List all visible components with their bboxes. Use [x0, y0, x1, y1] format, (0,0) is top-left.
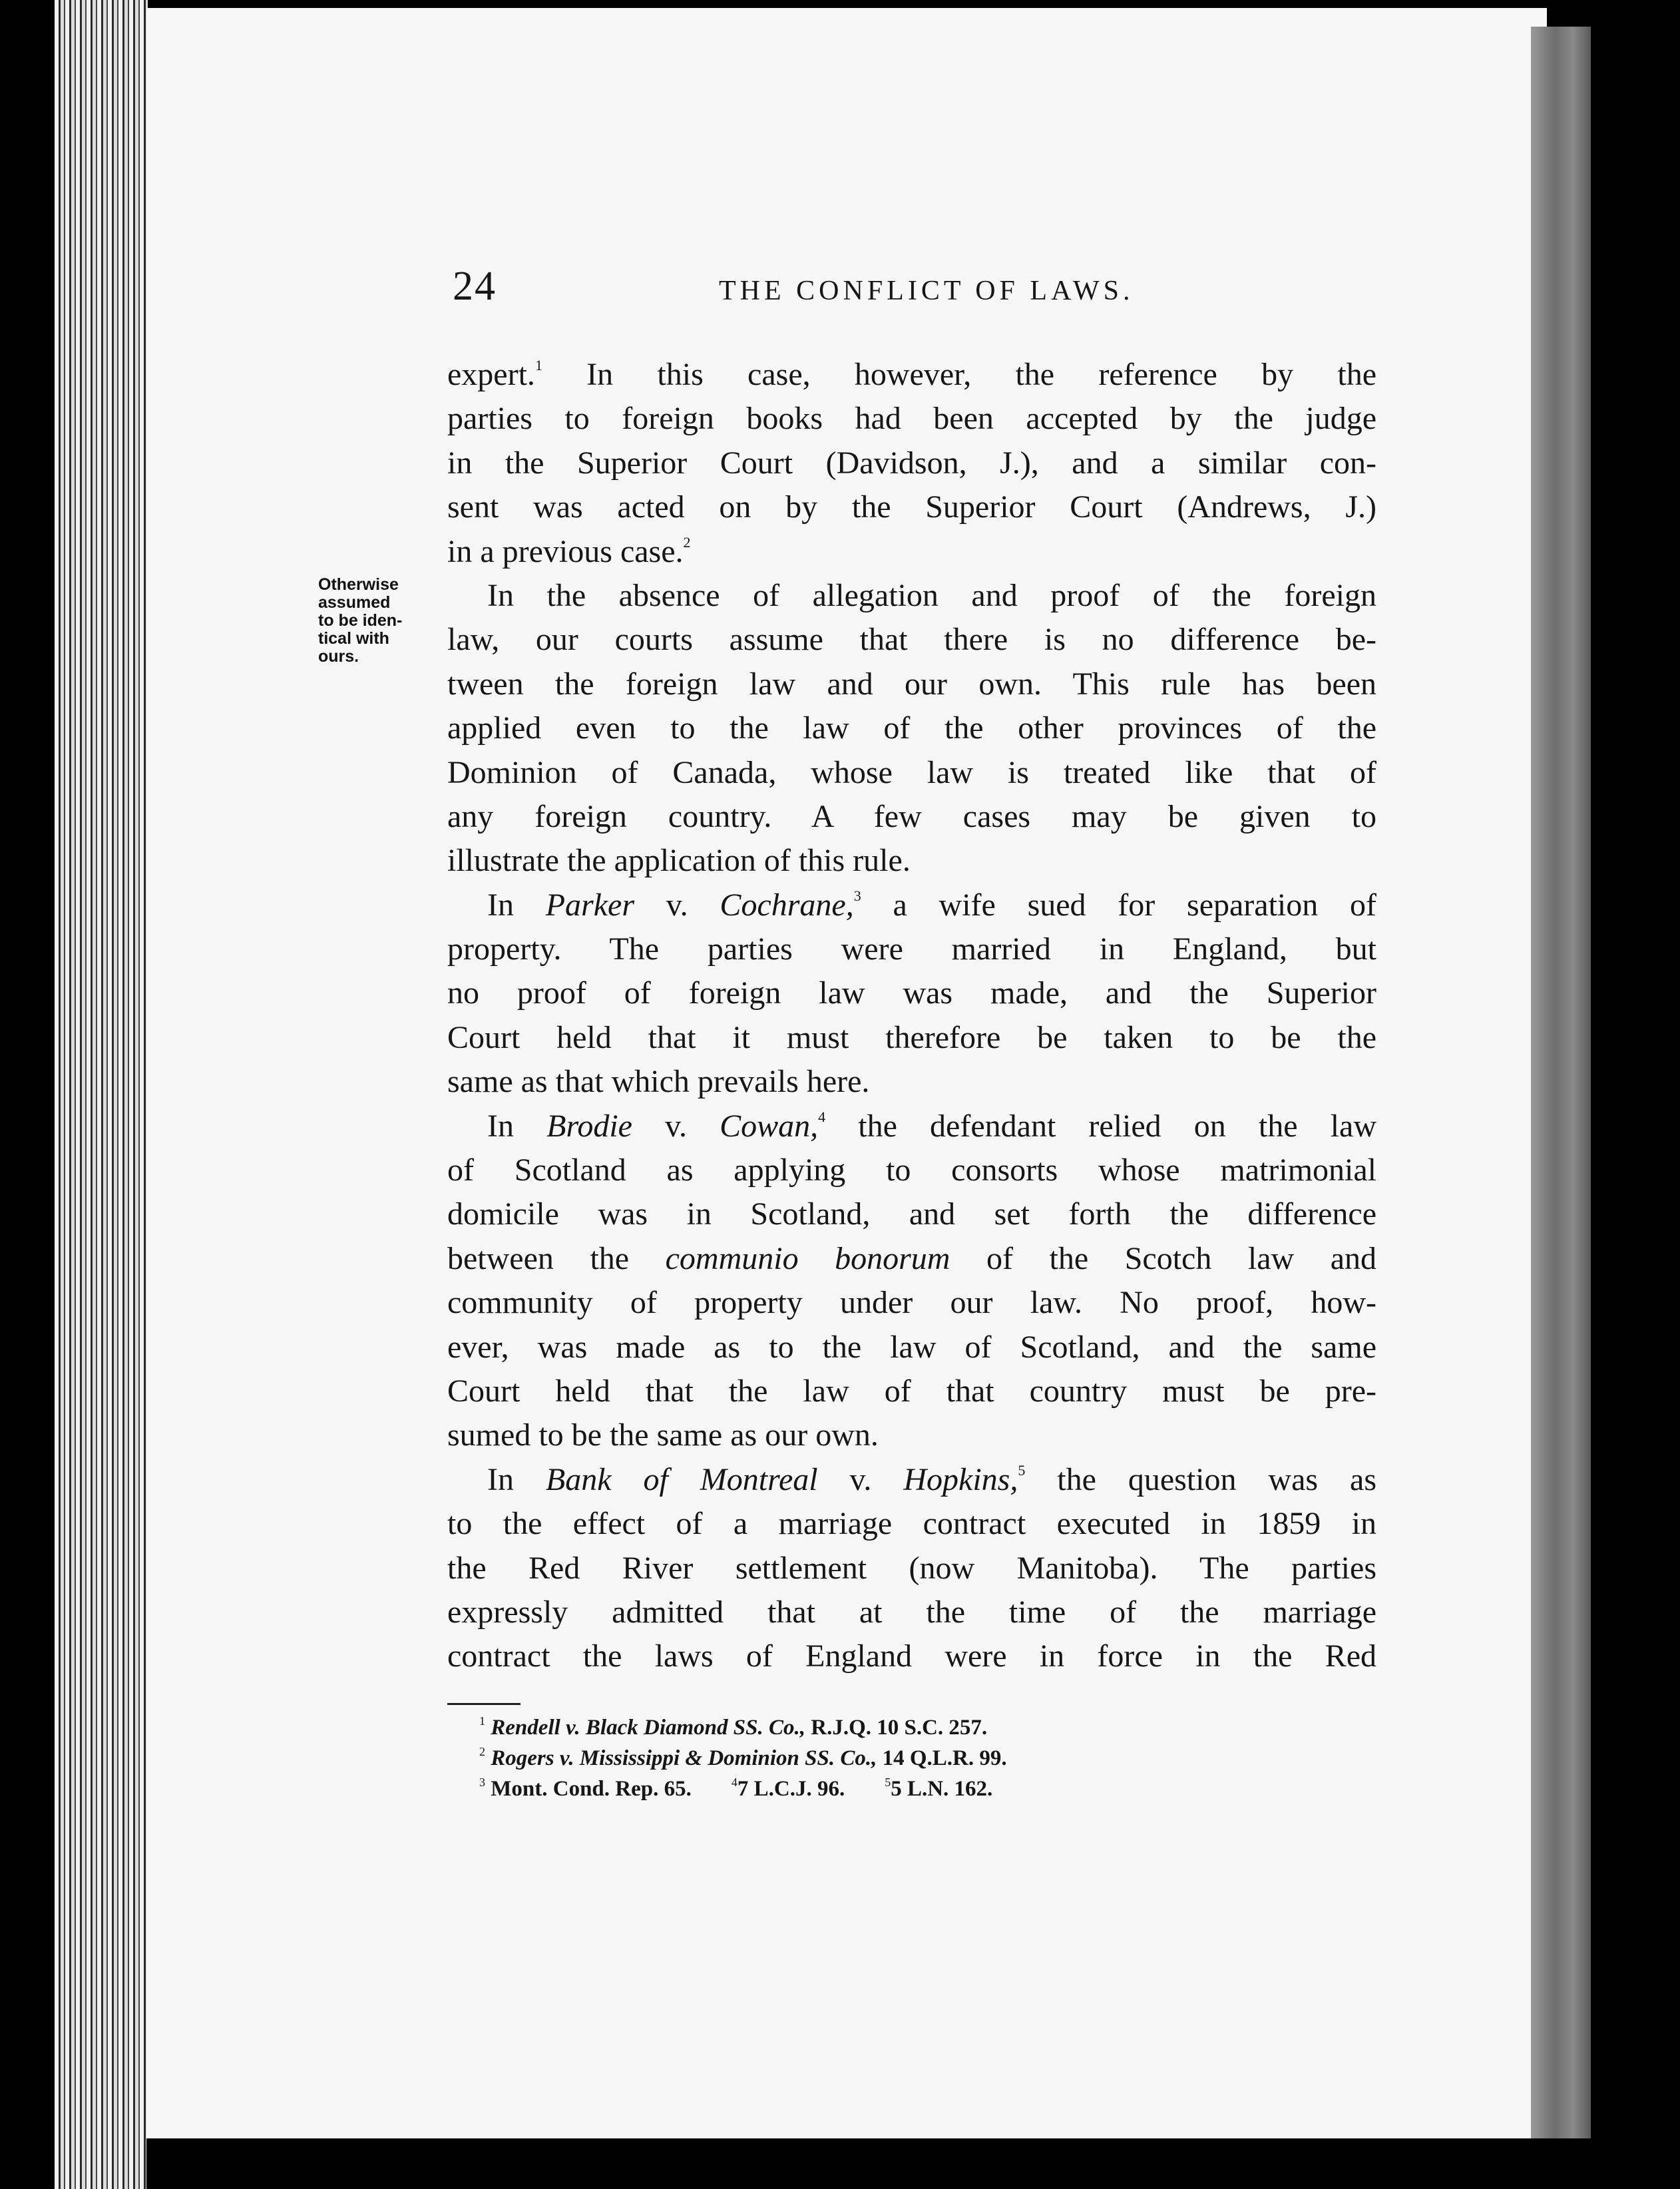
scan-border-bottom: [146, 2138, 1591, 2189]
case-name: Rendell v. Black Diamond SS. Co.,: [491, 1716, 805, 1740]
footnotes: [479, 1712, 1265, 1804]
case-name: Hopkins,: [903, 1461, 1018, 1497]
margin-note-line: assumed: [318, 593, 391, 612]
text-line: In Brodie v. Cowan,$^4$ the defendant relied on the law: [487, 1108, 1377, 1144]
text-line: same as that which prevails here.: [447, 1064, 870, 1100]
text-line: Court held that it must therefore be taken to be the: [447, 1019, 1376, 1055]
text-line: in a previous case.$^2$: [447, 533, 691, 569]
footnote-ref: 4: [818, 1108, 826, 1125]
text-line: expert.$^1$ In this case, however, the reference by the: [447, 357, 1376, 392]
text-line: domicile was in Scotland, and set forth the difference: [447, 1196, 1376, 1232]
margin-note-line: to be iden-: [318, 611, 403, 630]
page-number: 24: [453, 264, 497, 309]
margin-note-line: Otherwise: [318, 575, 399, 594]
text-line: sent was acted on by the Superior Court (Andrews, J.): [447, 489, 1376, 525]
text-line: parties to foreign books had been accepted by the judge: [447, 401, 1376, 437]
text-line: community of property under our law. No proof, how-: [447, 1285, 1376, 1321]
text-line: between the communio bonorum of the Scotch law and: [447, 1240, 1376, 1276]
scan-border-right: [1591, 0, 1680, 2189]
text-line: law, our courts assume that there is no difference be-: [447, 622, 1376, 658]
text-line: In Parker v. Cochrane,$^3$ a wife sued for separation of: [487, 887, 1377, 923]
footnote-3-4-5: $^3$ Mont. Cond. Rep. 65. $^4$7 L.C.J. 96. $^5$5 L.N. 162.: [479, 1776, 993, 1801]
text-line: illustrate the application of this rule.: [447, 843, 911, 879]
case-name: Cowan,: [720, 1108, 819, 1144]
case-name: Rogers v. Mississippi & Dominion SS. Co.,: [491, 1746, 877, 1770]
footnote-ref: 5: [1018, 1461, 1026, 1479]
page-edge-right: [1531, 27, 1591, 2144]
footnote-ref: 3: [853, 887, 861, 904]
text-line: sumed to be the same as our own.: [447, 1417, 879, 1453]
margin-note-line: tical with: [318, 629, 389, 648]
text-line: to the effect of a marriage contract executed in 1859 in: [447, 1506, 1376, 1542]
text-line: contract the laws of England were in force in the Red: [447, 1638, 1376, 1674]
case-name: Cochrane,: [720, 887, 854, 923]
margin-note: [318, 576, 431, 666]
latin-term: communio bonorum: [665, 1240, 950, 1276]
case-name: Parker: [545, 887, 635, 923]
footnote-2: $^2$ Rogers v. Mississippi & Dominion SS. Co., 14 Q.L.R. 99.: [479, 1745, 1007, 1770]
text-line: in the Superior Court (Davidson, J.), and a similar con-: [447, 445, 1376, 481]
page-edges-left: [55, 0, 148, 2189]
text-line: tween the foreign law and our own. This rule has been: [447, 666, 1376, 702]
body-text: [447, 353, 1376, 1679]
text-line: Court held that the law of that country must be pre-: [447, 1373, 1376, 1409]
text-line: no proof of foreign law was made, and the Superior: [447, 975, 1376, 1011]
footnote-ref: 1: [534, 357, 542, 373]
case-name: Bank of Montreal: [545, 1461, 818, 1497]
running-head: THE CONFLICT OF LAWS.: [719, 276, 1134, 306]
text-line: In the absence of allegation and proof of the foreign: [487, 577, 1376, 613]
text-line: Dominion of Canada, whose law is treated like that of: [447, 754, 1376, 790]
page-header: [453, 263, 1371, 316]
footnote-rule: [447, 1703, 521, 1705]
text-line: property. The parties were married in England, but: [447, 931, 1376, 967]
footnote-1: $^1$ Rendell v. Black Diamond SS. Co., R.J.Q. 10 S.C. 257.: [479, 1714, 988, 1740]
text-line: ever, was made as to the law of Scotland, and the same: [447, 1329, 1376, 1365]
case-name: Brodie: [546, 1108, 632, 1144]
text-line: In Bank of Montreal v. Hopkins,$^5$ the question was as: [487, 1461, 1376, 1497]
text-line: any foreign country. A few cases may be given to: [447, 798, 1376, 834]
text-line: the Red River settlement (now Manitoba). The parties: [447, 1550, 1376, 1586]
text-line: expressly admitted that at the time of the marriage: [447, 1594, 1376, 1630]
text-line: applied even to the law of the other provinces of the: [447, 710, 1376, 746]
margin-note-line: ours.: [318, 647, 359, 666]
footnote-ref: 2: [683, 533, 691, 551]
text-line: of Scotland as applying to consorts whose matrimonial: [447, 1152, 1376, 1188]
